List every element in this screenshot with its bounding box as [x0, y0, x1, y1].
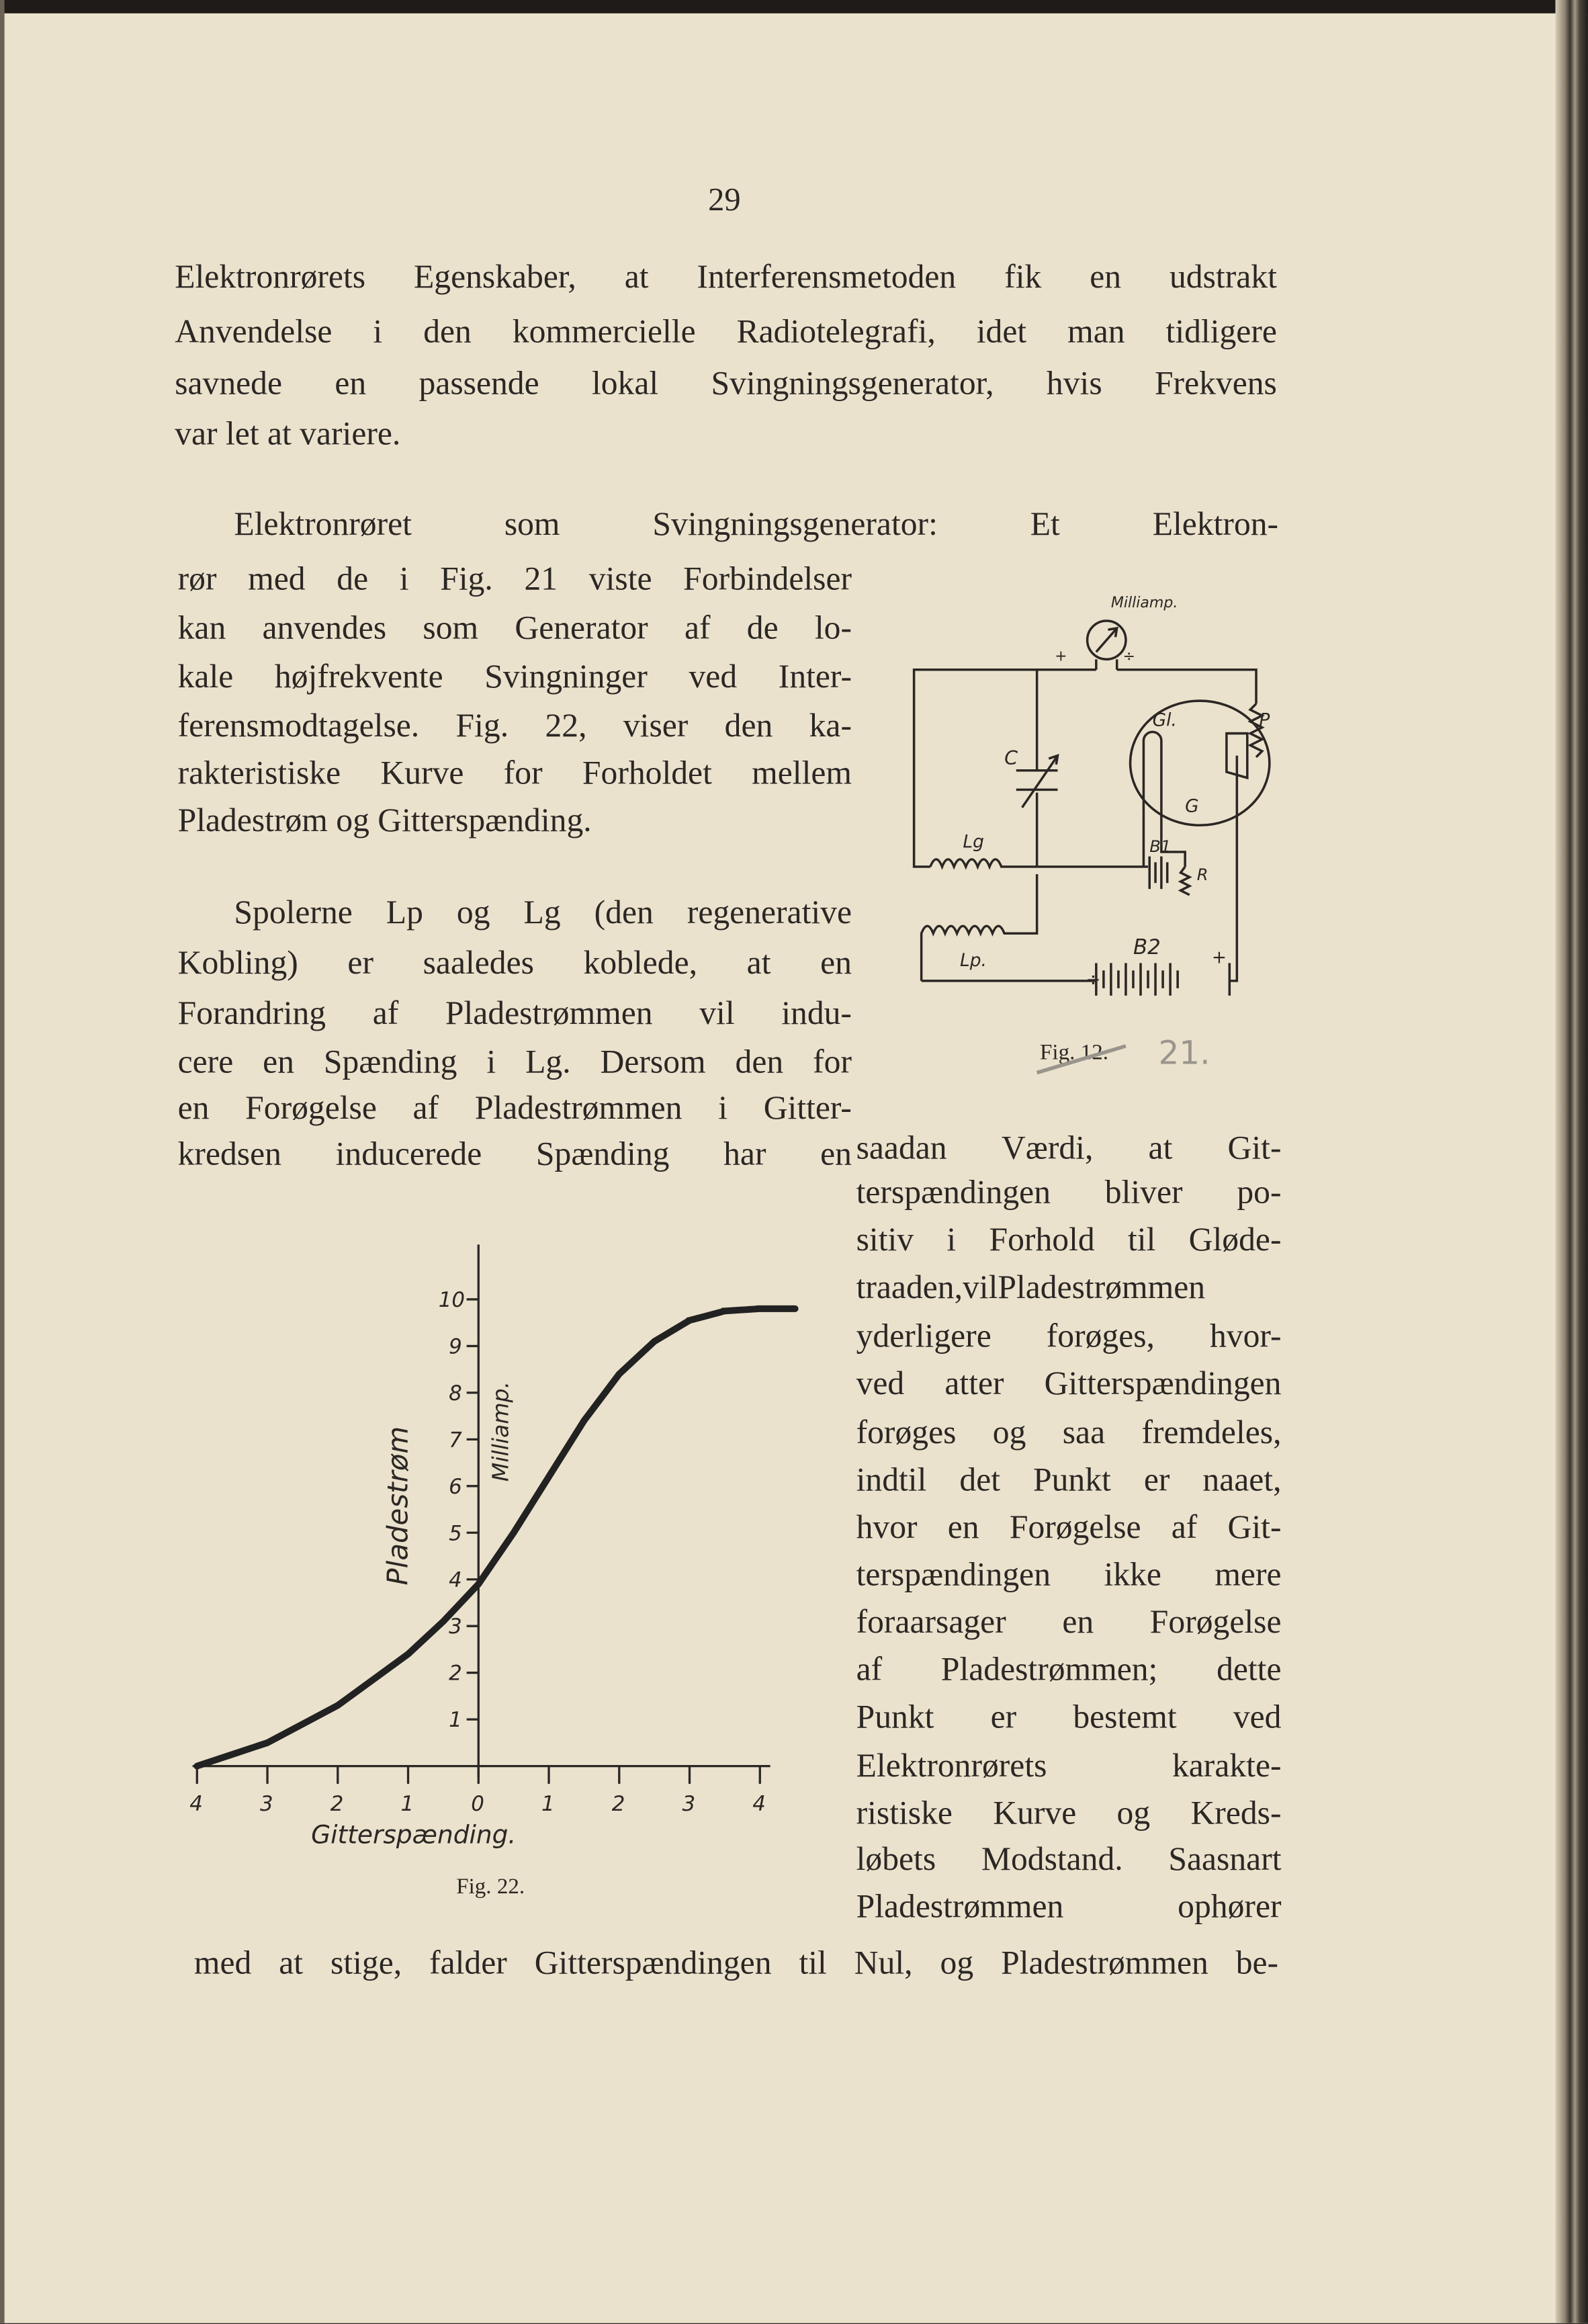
y-axis-unit-label: Milliamp.: [487, 1381, 514, 1482]
text-line: Forandring af Pladestrømmen vil indu-: [177, 994, 852, 1031]
text-line: ved atter Gitterspændingen: [856, 1364, 1282, 1402]
text-line: indtil det Punkt er naaet,: [856, 1461, 1282, 1498]
b2-plus-label: +: [1211, 947, 1227, 968]
x-axis-label: Gitterspænding.: [311, 1819, 517, 1850]
book-binding-edge: [1555, 0, 1588, 2323]
text-line: terspændingen ikke mere: [856, 1555, 1282, 1593]
y-tick-label: 10: [438, 1287, 466, 1312]
filament-label: Gl.: [1152, 709, 1177, 731]
text-line: Punkt er bestemt ved: [856, 1698, 1282, 1735]
y-tick-label: 2: [449, 1661, 462, 1686]
battery1-label: B1: [1149, 836, 1172, 856]
circuit-diagram: [889, 570, 1288, 1082]
text-line: forøges og saa fremdeles,: [856, 1413, 1282, 1451]
curve-series-pladestrom: [197, 1309, 795, 1766]
scan-top-edge: [0, 0, 1588, 13]
characteristic-curve-chart: [148, 1215, 844, 1911]
handwritten-figure-number: 21.: [1158, 1034, 1210, 1072]
figure-22-caption: Fig. 22.: [456, 1875, 525, 1899]
battery2-label: B2: [1133, 935, 1161, 960]
plate-label: P: [1259, 709, 1270, 731]
text-line: Anvendelse i den kommercielle Radiotelegrafi, idet man tidligere: [175, 312, 1277, 350]
scan-left-edge: [0, 0, 5, 2323]
text-line: kale højfrekvente Svingninger ved Inter-: [177, 658, 852, 695]
text-line: ferensmodtagelse. Fig. 22, viser den ka-: [177, 706, 852, 744]
x-tick-label: 0: [471, 1791, 484, 1816]
text-line: kredsen inducerede Spænding har en: [177, 1135, 852, 1172]
y-tick-label: 5: [449, 1521, 462, 1546]
text-line: løbets Modstand. Saasnart: [856, 1840, 1282, 1877]
plus-label: +: [1055, 648, 1067, 665]
paragraph-3-last-line: med at stige, falder Gitterspændingen til Nul, og Pladestrømmen be-: [193, 1944, 1279, 1981]
grid-label: G: [1185, 795, 1199, 817]
minus-label: ÷: [1122, 648, 1136, 665]
meter-label: Milliamp.: [1110, 595, 1178, 612]
y-axis-label: Pladestrøm: [381, 1426, 414, 1586]
text-line: rør med de i Fig. 21 viste Forbindelser: [177, 560, 852, 597]
y-tick-label: 8: [449, 1381, 462, 1406]
plate-coil-label: Lp.: [959, 949, 987, 971]
text-line: foraarsager en Forøgelse: [856, 1603, 1282, 1641]
text-line: traaden,vilPladestrømmen: [856, 1268, 1206, 1305]
text-line: Pladestrøm og Gitterspænding.: [177, 802, 592, 839]
x-tick-label: 2: [611, 1791, 625, 1816]
page-number: 29: [708, 181, 741, 218]
x-tick-label: 1: [400, 1791, 414, 1816]
x-tick-label: 3: [682, 1791, 696, 1816]
battery-b2-icon: [1096, 963, 1229, 996]
text-line: Spolerne Lp og Lg (den regenerative: [234, 893, 852, 931]
capacitor-label: C: [1004, 746, 1018, 769]
x-tick-label: 1: [541, 1791, 555, 1816]
battery-b1-icon: [1149, 857, 1167, 890]
b2-minus-label: ÷: [1086, 969, 1101, 990]
text-line: savnede en passende lokal Svingningsgenerator, hvis Frekvens: [175, 364, 1277, 402]
x-tick-label: 4: [752, 1791, 766, 1816]
text-line: hvor en Forøgelse af Git-: [856, 1508, 1282, 1546]
text-line: rakteristiske Kurve for Forholdet mellem: [177, 754, 852, 791]
y-tick-label: 3: [449, 1615, 462, 1639]
text-line: terspændingen bliver po-: [856, 1173, 1282, 1211]
x-tick-label: 4: [189, 1791, 203, 1816]
y-tick-label: 6: [449, 1474, 462, 1499]
wire-top: [1096, 659, 1256, 703]
text-line: cere en Spænding i Lg. Dersom den for: [177, 1043, 852, 1080]
text-line: Elektronrørets Egenskaber, at Interferensmetoden fik en udstrakt: [175, 257, 1277, 295]
x-tick-label: 2: [330, 1791, 344, 1816]
wire-bottom: [922, 756, 1237, 981]
text-line: Pladestrømmen ophører: [856, 1887, 1282, 1925]
grid-coil-label: Lg: [963, 831, 984, 853]
vacuum-tube-icon: [1131, 701, 1270, 825]
resistor-label: R: [1196, 864, 1208, 884]
x-tick-label: 3: [260, 1791, 273, 1816]
y-tick-label: 9: [449, 1334, 462, 1359]
text-line: Kobling) er saaledes koblede, at en: [177, 943, 852, 981]
text-line: Elektronrøret som Svingningsgenerator: Et Elektron-: [234, 505, 1279, 543]
text-line: Elektronrørets karakte-: [856, 1746, 1282, 1784]
figure-12-caption: Fig. 12.: [1040, 1040, 1109, 1065]
text-line: af Pladestrømmen; dette: [856, 1650, 1282, 1688]
text-line: en Forøgelse af Pladestrømmen i Gitter-: [177, 1088, 852, 1126]
y-tick-label: 1: [449, 1708, 462, 1733]
text-line: ristiske Kurve og Kreds-: [856, 1794, 1282, 1832]
y-tick-label: 4: [449, 1567, 462, 1592]
text-line: sitiv i Forhold til Gløde-: [856, 1221, 1282, 1258]
text-line: yderligere forøges, hvor-: [856, 1317, 1282, 1354]
text-line: saadan Værdi, at Git-: [856, 1129, 1282, 1166]
grid-coil-icon: [930, 859, 1037, 867]
text-line: var let at variere.: [175, 415, 401, 452]
y-tick-label: 7: [449, 1428, 462, 1453]
text-line: kan anvendes som Generator af de lo-: [177, 609, 852, 646]
